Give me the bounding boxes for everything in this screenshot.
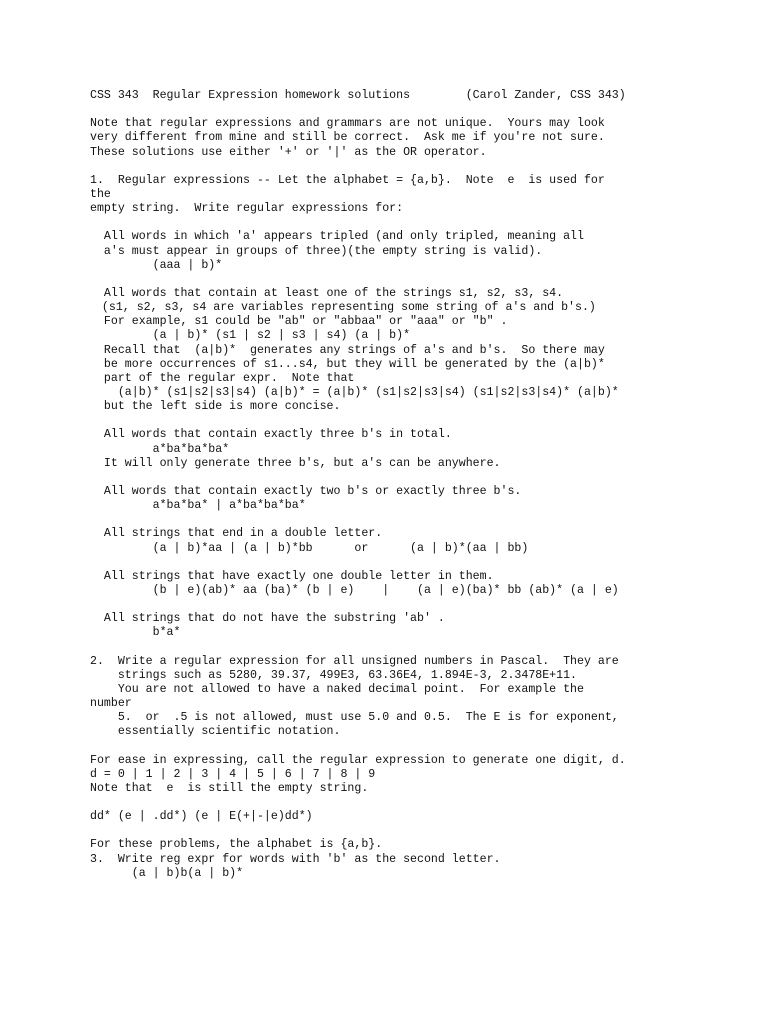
problem-1c-answer: a*ba*ba*ba* bbox=[90, 442, 230, 456]
problem-1f-text: All strings that have exactly one double letter in them. bbox=[90, 569, 494, 583]
blank-line bbox=[90, 513, 750, 527]
blank-line bbox=[90, 216, 750, 230]
empty-string-note: Note that e is still the empty string. bbox=[90, 781, 369, 795]
problem-1e-text: All strings that end in a double letter. bbox=[90, 527, 383, 541]
problem-2-text: You are not allowed to have a naked decimal point. For example the bbox=[90, 682, 584, 696]
blank-line bbox=[90, 103, 750, 117]
problem-3-heading: 3. Write reg expr for words with 'b' as the second letter. bbox=[90, 852, 501, 866]
blank-line bbox=[90, 796, 750, 810]
intro-line: These solutions use either '+' or '|' as the OR operator. bbox=[90, 145, 487, 159]
blank-line bbox=[90, 598, 750, 612]
problem-1-heading-wrap: empty string. Write regular expressions for: bbox=[90, 202, 404, 216]
problem-2-heading: 2. Write a regular expression for all unsigned numbers in Pascal. They are bbox=[90, 654, 619, 668]
problem-1a-text: a's must appear in groups of three)(the empty string is valid). bbox=[90, 244, 543, 258]
blank-line bbox=[90, 160, 750, 174]
problem-1-heading-wrap: the bbox=[90, 187, 111, 201]
problem-1b-explanation: part of the regular expr. Note that bbox=[90, 371, 355, 385]
problem-1b-equation: (a|b)* (s1|s2|s3|s4) (a|b)* = (a|b)* (s1|s2|s3|s4) (s1|s2|s3|s4)* (a|b)* bbox=[90, 385, 619, 399]
blank-line bbox=[90, 824, 750, 838]
problem-2-text: strings such as 5280, 39.37, 499E3, 63.36E4, 1.894E-3, 2.3478E+11. bbox=[90, 668, 578, 682]
blank-line bbox=[90, 739, 750, 753]
problem-1c-text: All words that contain exactly three b's in total. bbox=[90, 428, 452, 442]
problem-1a-answer: (aaa | b)* bbox=[90, 258, 223, 272]
blank-line bbox=[90, 414, 750, 428]
problem-1b-explanation: be more occurrences of s1...s4, but they will be generated by the (a|b)* bbox=[90, 357, 605, 371]
problem-2-text: 5. or .5 is not allowed, must use 5.0 and 0.5. The E is for exponent, bbox=[90, 711, 619, 725]
problem-1-heading: 1. Regular expressions -- Let the alphabet = {a,b}. Note e is used for bbox=[90, 173, 605, 187]
blank-line bbox=[90, 273, 750, 287]
problem-1b-answer: (a | b)* (s1 | s2 | s3 | s4) (a | b)* bbox=[90, 329, 411, 343]
problem-2-text-wrap: number bbox=[90, 697, 132, 711]
document-title: CSS 343 Regular Expression homework solutions (Carol Zander, CSS 343) bbox=[90, 89, 626, 102]
problem-1a-text: All words in which 'a' appears tripled (and only tripled, meaning all bbox=[90, 230, 584, 244]
problem-1g-text: All strings that do not have the substring 'ab' . bbox=[90, 612, 445, 626]
problem-1d-text: All words that contain exactly two b's or exactly three b's. bbox=[90, 484, 522, 498]
problem-1c-explanation: It will only generate three b's, but a's can be anywhere. bbox=[90, 456, 501, 470]
problem-1b-explanation: but the left side is more concise. bbox=[90, 400, 341, 414]
blank-line bbox=[90, 640, 750, 654]
problem-3-answer: (a | b)b(a | b)* bbox=[90, 866, 244, 880]
digit-definition: d = 0 | 1 | 2 | 3 | 4 | 5 | 6 | 7 | 8 | 9 bbox=[90, 767, 376, 781]
intro-line: Note that regular expressions and grammars are not unique. Yours may look bbox=[90, 117, 605, 131]
digit-definition-text: For ease in expressing, call the regular expression to generate one digit, d. bbox=[90, 753, 626, 767]
intro-line: very different from mine and still be correct. Ask me if you're not sure. bbox=[90, 131, 605, 145]
problem-1b-text: All words that contain at least one of the strings s1, s2, s3, s4. bbox=[90, 286, 564, 300]
problem-1b-explanation: Recall that (a|b)* generates any strings of a's and b's. So there may bbox=[90, 343, 605, 357]
problem-2-text: essentially scientific notation. bbox=[90, 725, 341, 739]
document-page bbox=[90, 89, 750, 881]
blank-line bbox=[90, 556, 750, 570]
alphabet-note: For these problems, the alphabet is {a,b}. bbox=[90, 838, 383, 852]
problem-1g-answer: b*a* bbox=[90, 626, 181, 640]
blank-line bbox=[90, 471, 750, 485]
problem-1d-answer: a*ba*ba* | a*ba*ba*ba* bbox=[90, 499, 306, 513]
problem-2-answer: dd* (e | .dd*) (e | E(+|-|e)dd*) bbox=[90, 810, 313, 824]
problem-1e-answer: (a | b)*aa | (a | b)*bb or (a | b)*(aa | bb) bbox=[90, 541, 529, 555]
problem-1b-text: For example, s1 could be "ab" or "abbaa" or "aaa" or "b" . bbox=[90, 315, 508, 329]
problem-1f-answer: (b | e)(ab)* aa (ba)* (b | e) | (a | e)(ba)* bb (ab)* (a | e) bbox=[90, 583, 619, 597]
problem-1b-text: (s1, s2, s3, s4 are variables representing some string of a's and b's.) bbox=[88, 301, 596, 315]
